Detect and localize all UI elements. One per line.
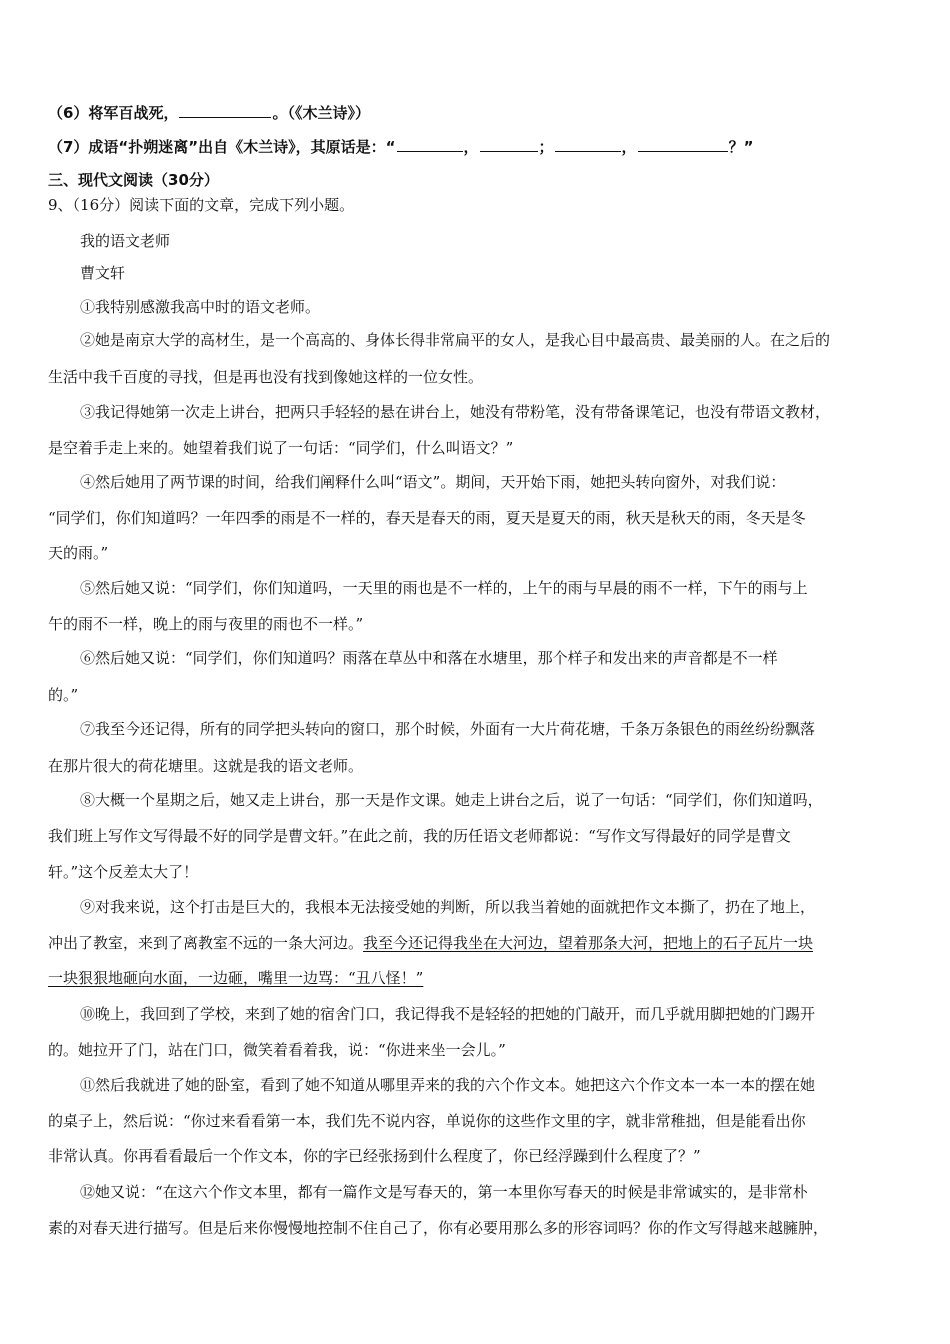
question-6-suffix: 。（《木兰诗》） (272, 104, 370, 122)
underlined-sentence: 我至今还记得我坐在大河边，望着那条大河，把地上的石子瓦片一块 (363, 934, 814, 952)
paragraph-line: ⑩晚上，我回到了学校，来到了她的宿舍门口，我记得我不是轻轻的把她的门敲开，而几乎就用脚把她的门踢开 (80, 1005, 816, 1023)
paragraph-line: 在那片很大的荷花塘里。这就是我的语文老师。 (48, 757, 364, 775)
paragraph-line: 的。她拉开了门，站在门口，微笑着看着我，说：“你进来坐一会儿。” (48, 1041, 506, 1059)
answer-blank-7a[interactable] (397, 137, 463, 152)
question-7-suffix: ？” (728, 138, 754, 156)
paragraph-line: 的。” (48, 686, 79, 704)
paragraph-line: ④然后她用了两节课的时间，给我们阐释什么叫“语文”。期间，天开始下雨，她把头转向窗外，对我们说： (80, 473, 786, 491)
section-title: 三、现代文阅读（30分） (48, 171, 219, 189)
paragraph-line: 轩。”这个反差太大了！ (48, 863, 199, 881)
paragraph-line: “同学们，你们知道吗？一年四季的雨是不一样的，春天是春天的雨，夏天是夏天的雨，秋天是秋天的雨，冬天是冬 (48, 509, 806, 527)
answer-blank-6[interactable] (179, 103, 271, 118)
answer-blank-7c[interactable] (555, 137, 621, 152)
paragraph-line: 生活中我千百度的寻找，但是再也没有找到像她这样的一位女性。 (48, 368, 484, 386)
paragraph-line: 我们班上写作文写得最不好的同学是曹文轩。”在此之前，我的历任语文老师都说：“写作文写得最好的同学是曹文 (48, 827, 791, 845)
paragraph-line: ⑫她又说：“在这六个作文本里，都有一篇作文是写春天的，第一本里你写春天的时候是非常诚实的，是非常朴 (80, 1183, 808, 1201)
answer-blank-7b[interactable] (480, 137, 538, 152)
paragraph-line: 是空着手走上来的。她望着我们说了一句话：“同学们，什么叫语文？” (48, 439, 514, 457)
underlined-sentence: 一块狠狠地砸向水面，一边砸，嘴里一边骂：“丑八怪！” (48, 969, 424, 987)
paragraph-line: ⑤然后她又说：“同学们，你们知道吗，一天里的雨也是不一样的，上午的雨与早晨的雨不一样，下午的雨与上 (80, 579, 808, 597)
question-7-prefix: （7）成语“扑朔迷离”出自《木兰诗》，其原话是：“ (48, 138, 396, 156)
question-6-prefix: （6）将军百战死， (48, 104, 179, 122)
answer-blank-7d[interactable] (638, 137, 728, 152)
paragraph-line: ③我记得她第一次走上讲台，把两只手轻轻的悬在讲台上，她没有带粉笔，没有带备课笔记，也没有带语文教材， (80, 403, 831, 421)
paragraph-line: 午的雨不一样，晚上的雨与夜里的雨也不一样。” (48, 615, 364, 633)
paragraph-line: ⑨对我来说，这个打击是巨大的，我根本无法接受她的判断，所以我当着她的面就把作文本撕了，扔在了地上， (80, 898, 816, 916)
paragraph-line: ⑦我至今还记得，所有的同学把头转向的窗口，那个时候，外面有一大片荷花塘，千条万条银色的雨丝纷纷飘落 (80, 720, 816, 738)
paragraph-line: 非常认真。你再看看最后一个作文本，你的字已经张扬到什么程度了，你已经浮躁到什么程度了？” (48, 1147, 701, 1165)
paragraph-line: 素的对春天进行描写。但是后来你慢慢地控制不住自己了，你有必要用那么多的形容词吗？你的作文写得越来越臃肿， (48, 1219, 829, 1237)
paragraph-line: 冲出了教室，来到了离教室不远的一条大河边。我至今还记得我坐在大河边，望着那条大河，把地上的石子瓦片一块 (48, 934, 814, 952)
paragraph-line: 的桌子上，然后说：“你过来看看第一本，我们先不说内容，单说你的这些作文里的字，就非常稚拙，但是能看出你 (48, 1112, 806, 1130)
paragraph-line: ⑪然后我就进了她的卧室，看到了她不知道从哪里弄来的我的六个作文本。她把这六个作文本一本一本的摆在她 (80, 1076, 816, 1094)
article-title: 我的语文老师 (80, 232, 171, 250)
question-9-intro: 9、（16分）阅读下面的文章，完成下列小题。 (48, 196, 355, 214)
question-7: （7）成语“扑朔迷离”出自《木兰诗》，其原话是：“ ， ； ， ？” (48, 138, 754, 156)
question-6 (48, 103, 370, 123)
article-author: 曹文轩 (80, 264, 126, 282)
paragraph-line: ②她是南京大学的高材生，是一个高高的、身体长得非常扁平的女人，是我心目中最高贵、最美丽的人。在之后的 (80, 331, 831, 349)
paragraph-line: ⑥然后她又说：“同学们，你们知道吗？雨落在草丛中和落在水塘里，那个样子和发出来的声音都是不一样 (80, 649, 778, 667)
paragraph-line: ①我特别感激我高中时的语文老师。 (80, 298, 321, 316)
paragraph-line: 天的雨。” (48, 544, 109, 562)
paragraph-line: ⑧大概一个星期之后，她又走上讲台，那一天是作文课。她走上讲台之后，说了一句话：“同学们，你们知道吗， (80, 791, 823, 809)
